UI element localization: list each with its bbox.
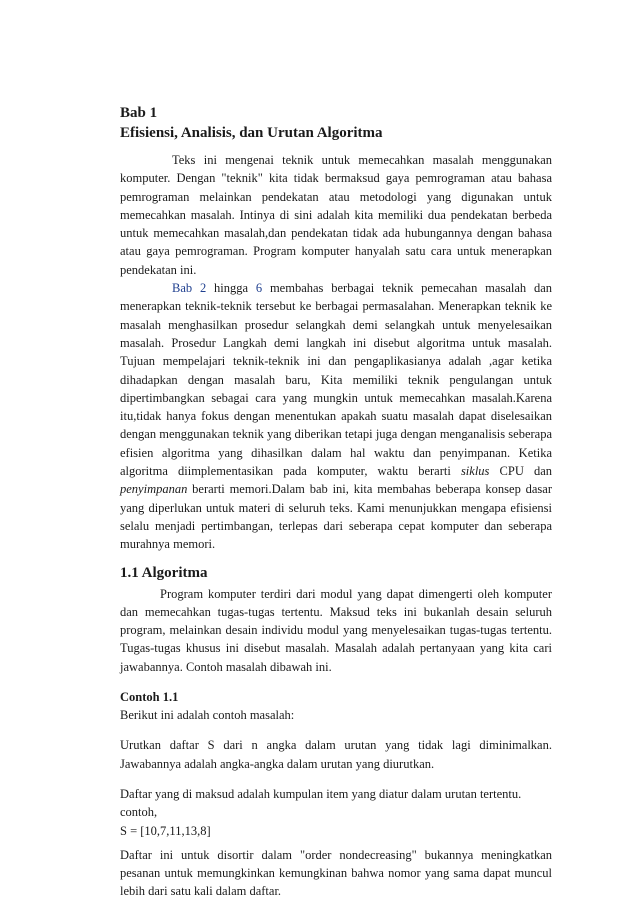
term-penyimpanan: penyimpanan [120, 482, 188, 497]
example-contoh: contoh, [120, 805, 158, 820]
intro-p2-text-c: berarti memori.Dalam bab ini, kita membahas beberapa konsep dasar yang diperlukan untuk materi di seluruh teks. Kami menunjukkan mengapa efisiensi selalu menjadi pertimbangan, terlepas dari seberapa cepat komputer dan seberapa murahnya memori. [120, 482, 552, 552]
intro-p2-text-a: membahas berbagai teknik pemecahan masalah dan menerapkan teknik-teknik tersebut ke berbagai permasalahan. Menerapkan teknik ke masalah menghasilkan prosedur selangkah demi selangkah untuk menyelesaikan masalah. Prosedur Langkah demi langkah ini disebut algoritma untuk masalah. Tujuan mempelajari teknik-teknik ini dan pengaplikasianya adalah ,agar ketika dihadapkan dengan masalah baru, Kita memiliki teknik pengulangan untuk dipertimbangkan sebagai cara yang mungkin untuk memecahkan masalah.Karena itu,tidak hanya fokus dengan menentukan apakah suatu masalah dapat diselesaikan dengan menggunakan teknik yang diberikan tetapi juga dengan menganalisis seberapa efisien algoritma yang dihasilkan dalam hal waktu dan penyimpanan. Ketika algoritma diimplementasikan pada komputer, waktu berarti [120, 281, 553, 479]
closing-paragraph: Daftar ini untuk disortir dalam "order nondecreasing" bukannya meningkatkan pesanan untuk memungkinkan kemungkinan bahwa nomor yang sama dapat muncul lebih dari satu kali dalam daftar. [120, 847, 552, 899]
chapter-label: Bab 1 [120, 105, 158, 121]
example-problem: Urutkan daftar S dari n angka dalam urutan yang tidak lagi diminimalkan. Jawabannya adalah angka-angka dalam urutan yang diurutkan. [120, 738, 552, 771]
intro-paragraph-2 [120, 279, 552, 553]
intro-p2-text-b: CPU dan [489, 464, 552, 479]
term-siklus: siklus [460, 464, 490, 479]
example-intro: Berikut ini adalah contoh masalah: [120, 708, 295, 723]
intro-p2-mid: hingga [206, 281, 256, 296]
section-paragraph: Program komputer terdiri dari modul yang dapat dimengerti oleh komputer dan memecahkan tugas-tugas tertentu. Maksud teks ini bukanlah desain seluruh program, melainkan desain individu modul yang menyelesaikan tugas-tugas tertentu. Tugas-tugas khusus ini disebut masalah. Masalah adalah pertanyaan yang kita cari jawabannya. Contoh masalah dibawah ini. [120, 586, 552, 674]
document-page [120, 104, 552, 901]
chapter-6-link[interactable]: 6 [255, 281, 263, 296]
list-definition: Daftar yang di maksud adalah kumpulan item yang diatur dalam urutan tertentu. [120, 786, 522, 801]
section-title: 1.1 Algoritma [120, 564, 208, 581]
chapter-title: Efisiensi, Analisis, dan Urutan Algoritma [120, 125, 383, 141]
example-set: S = [10,7,11,13,8] [120, 823, 211, 838]
chapter-2-link[interactable]: Bab 2 [172, 281, 207, 296]
example-title: Contoh 1.1 [120, 690, 179, 705]
intro-paragraph-1: Teks ini mengenai teknik untuk memecahkan masalah menggunakan komputer. Dengan "teknik" kita tidak bermaksud gaya pemrograman atau bahasa pemrograman melainkan pendekatan atau metodologi yang digunakan untuk memecahkan masalah. Intinya di sini adalah kita memiliki dua pendekatan berbeda untuk memecahkan masalah,dan pendekatan tidak ada hubungannya dengan bahasa atau gaya pemrograman. Program komputer hanyalah satu cara untuk menerapkan pendekatan ini. [120, 153, 552, 277]
